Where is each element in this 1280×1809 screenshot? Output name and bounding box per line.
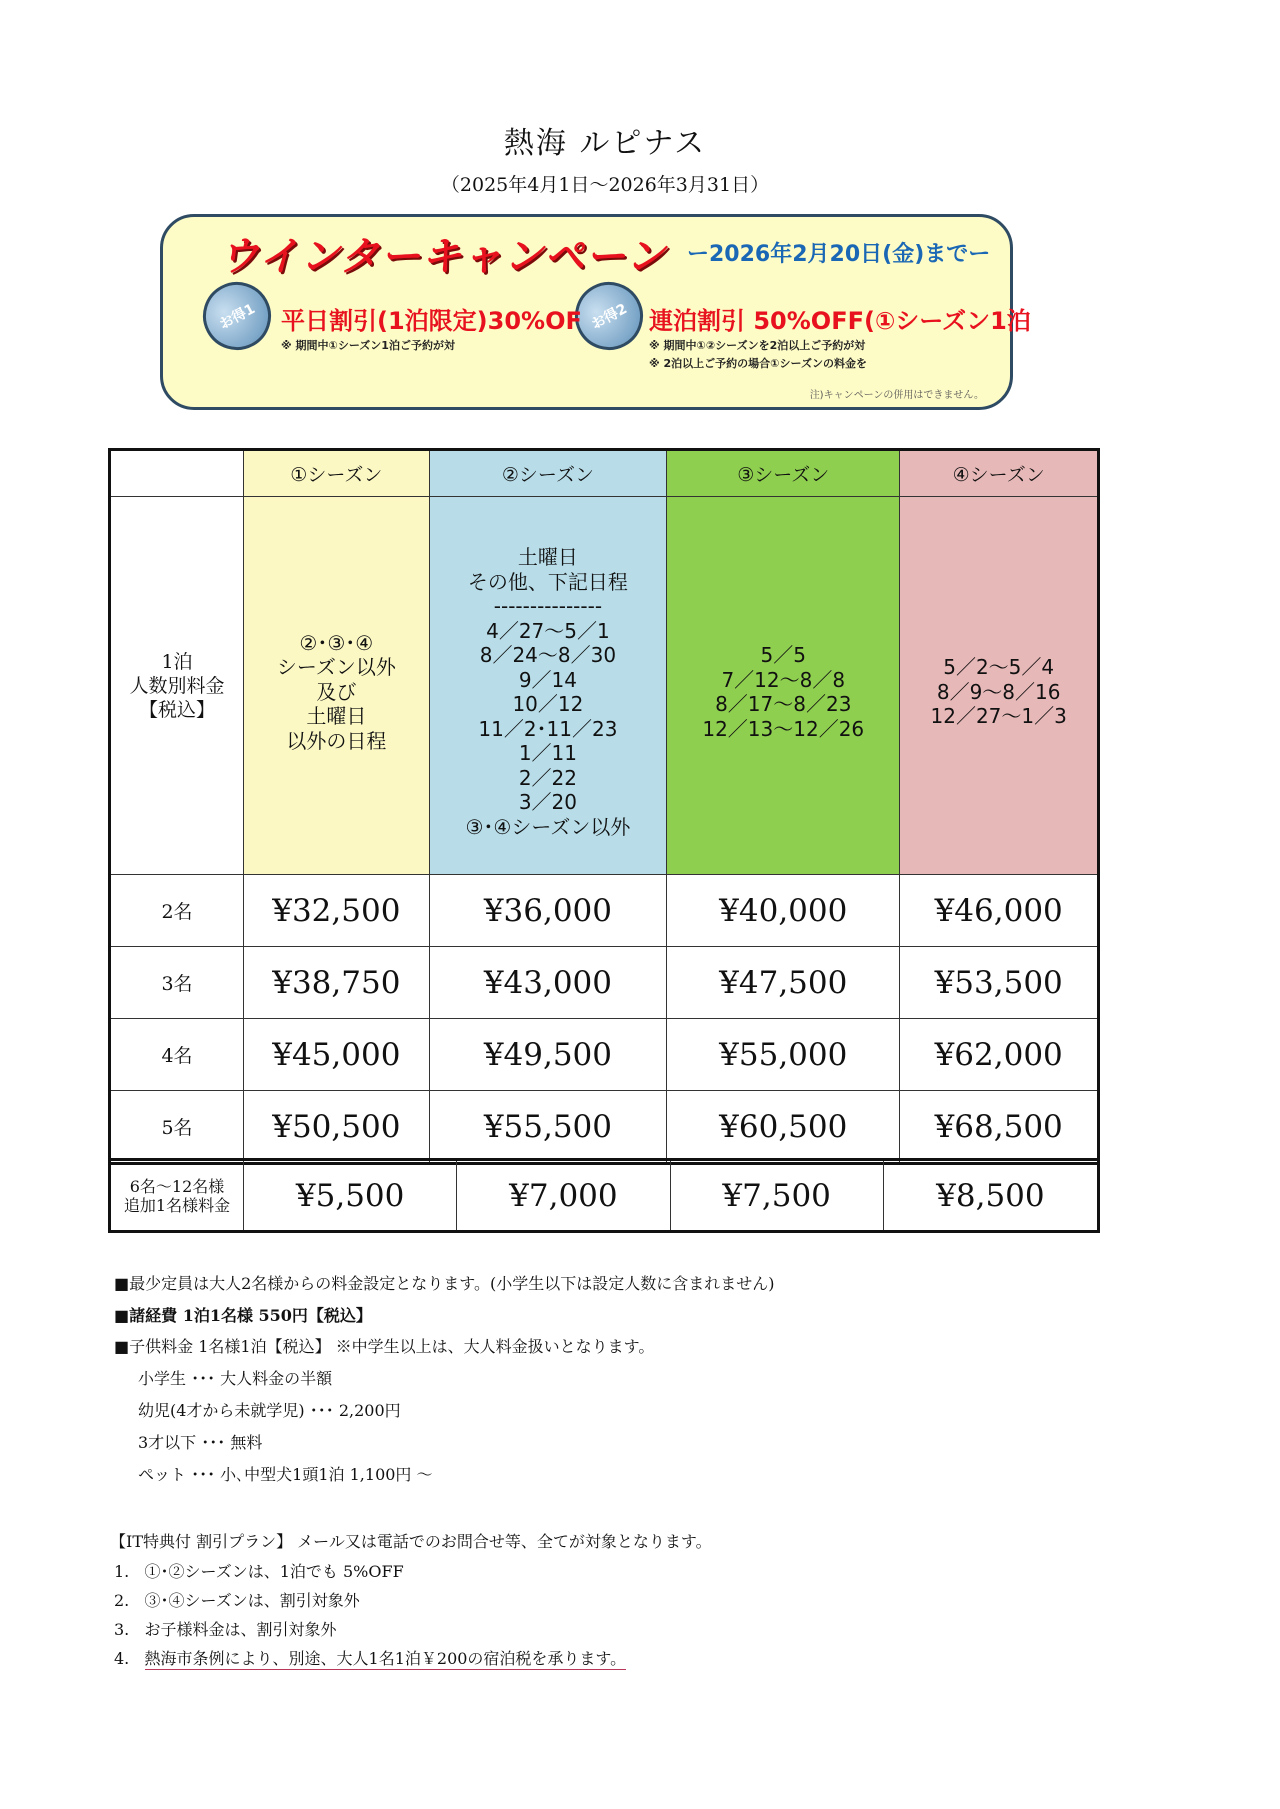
season-date-line: --------------- xyxy=(493,594,603,618)
price-cell: ¥40,000 xyxy=(667,875,900,947)
season-dates-4 xyxy=(900,497,1099,875)
it-item-4-text: 熱海市条例により、別途、大人1名1泊￥200の宿泊税を承ります。 xyxy=(144,1649,627,1668)
child-fee-elementary: 小学生 ･･･ 大人料金の半額 xyxy=(138,1369,333,1388)
it-item-3 xyxy=(114,1617,337,1640)
season-date-line: 5／2～5／4 xyxy=(943,655,1055,680)
season-date-line: 以外の日程 xyxy=(286,728,387,753)
season-date-line: 8／24～8／30 xyxy=(479,643,617,667)
season-dates-3 xyxy=(667,497,900,875)
additional-guest-row xyxy=(110,1160,1099,1232)
it-item-3-number: 3. xyxy=(114,1620,130,1639)
season-date-line: ②･③･④ xyxy=(299,630,374,655)
it-item-4 xyxy=(114,1646,626,1669)
price-cell: ¥62,000 xyxy=(900,1019,1099,1091)
campaign-banner xyxy=(160,214,1031,410)
season-date-line: 土曜日 xyxy=(517,545,578,569)
additional-guest-label-line2: 追加1名様料金 xyxy=(123,1195,231,1215)
price-cell: ¥55,000 xyxy=(667,1019,900,1091)
price-cell: ¥50,500 xyxy=(244,1091,430,1164)
season-date-line: 11／2･11／23 xyxy=(478,716,618,741)
note-child-fee: ■子供料金 1名様1泊【税込】 ※中学生以上は、大人料金扱いとなります。 xyxy=(114,1337,655,1356)
note-service-fee: ■諸経費 1泊1名様 550円【税込】 xyxy=(114,1306,372,1325)
season-date-line: 3／20 xyxy=(518,790,577,814)
campaign-title: ウインターキャンペーン xyxy=(219,234,667,280)
season-date-line: 8／9～8／16 xyxy=(936,679,1061,704)
season-date-line: 2／22 xyxy=(518,765,577,790)
additional-guest-label-line1: 6名～12名様 xyxy=(129,1176,225,1196)
benefit-badge-2: お得2 xyxy=(563,270,655,362)
it-plan-header: 【IT特典付 割引プラン】 メール又は電話でのお問合せ等、全てが対象となります。 xyxy=(110,1532,712,1551)
price-cell: ¥46,000 xyxy=(900,875,1099,947)
season-dates-row xyxy=(110,497,1099,875)
price-cell: ¥53,500 xyxy=(900,947,1099,1019)
price-cell: ¥36,000 xyxy=(429,875,667,947)
multi-night-discount-note-2: ※ 2泊以上ご予約の場合①シーズンの料金を xyxy=(649,357,867,370)
season-header-row xyxy=(110,450,1099,497)
it-item-1 xyxy=(114,1559,404,1582)
price-cell: ¥60,500 xyxy=(667,1091,900,1164)
it-item-2-number: 2. xyxy=(114,1591,130,1610)
child-fee-infant: 幼児(4才から未就学児) ･･･ 2,200円 xyxy=(138,1401,401,1420)
rate-table xyxy=(108,448,1100,1165)
season-header-1: ①シーズン xyxy=(244,450,430,497)
it-item-4-number: 4. xyxy=(114,1649,130,1668)
validity-period: （2025年4月1日～2026年3月31日） xyxy=(440,174,770,196)
season-date-line: 10／12 xyxy=(512,692,584,716)
it-item-3-text: お子様料金は、割引対象外 xyxy=(144,1620,337,1639)
season-header-2: ②シーズン xyxy=(429,450,667,497)
additional-price-cell: ¥5,500 xyxy=(244,1160,457,1232)
it-item-1-number: 1. xyxy=(114,1562,130,1581)
season-dates-1 xyxy=(244,497,430,875)
price-cell: ¥38,750 xyxy=(244,947,430,1019)
price-cell: ¥43,000 xyxy=(429,947,667,1019)
it-item-1-text: ①･②シーズンは、1泊でも 5%OFF xyxy=(144,1562,404,1581)
child-fee-under3: 3才以下 ･･･ 無料 xyxy=(138,1433,263,1452)
season-date-line: 7／12～8／8 xyxy=(721,667,846,692)
it-item-2 xyxy=(114,1588,360,1611)
price-cell: ¥68,500 xyxy=(900,1091,1099,1164)
season-date-line: ③･④シーズン以外 xyxy=(465,814,631,839)
corner-cell xyxy=(110,450,244,497)
additional-guest-table xyxy=(108,1158,1100,1233)
price-row-2 xyxy=(110,875,1099,947)
price-cell: ¥32,500 xyxy=(244,875,430,947)
weekday-discount-title: 平日割引(1泊限定)30%OF xyxy=(281,307,582,335)
guest-count-label: 2名 xyxy=(110,875,244,947)
season-date-line: 土曜日 xyxy=(306,704,367,729)
season-header-4: ④シーズン xyxy=(900,450,1099,497)
season-dates-2 xyxy=(429,497,667,875)
price-row-4 xyxy=(110,1019,1099,1091)
season-date-line: シーズン以外 xyxy=(276,655,396,680)
price-cell: ¥49,500 xyxy=(429,1019,667,1091)
season-date-line: 1／11 xyxy=(518,741,577,765)
guest-count-label: 3名 xyxy=(110,947,244,1019)
multi-night-discount-note-1: ※ 期間中①②シーズンを2泊以上ご予約が対 xyxy=(649,339,866,352)
rate-label-cell: 1泊 人数別料金 【税込】 xyxy=(110,497,244,875)
campaign-caveat: 注)キャンペーンの併用はできません。 xyxy=(809,390,984,401)
price-cell: ¥55,500 xyxy=(429,1091,667,1164)
season-header-3: ③シーズン xyxy=(667,450,900,497)
pet-fee: ペット ･･･ 小､中型犬1頭1泊 1,100円 ～ xyxy=(138,1465,433,1484)
season-date-line: 12／13～12／26 xyxy=(702,716,865,741)
season-date-line: 5／5 xyxy=(760,643,806,667)
price-row-3 xyxy=(110,947,1099,1019)
season-date-line: 12／27～1／3 xyxy=(930,704,1067,729)
benefit-badge-1: お得1 xyxy=(191,270,283,362)
season-date-line: その他、下記日程 xyxy=(467,569,628,594)
price-row-5 xyxy=(110,1091,1099,1164)
season-date-line: 9／14 xyxy=(518,667,577,692)
note-min-occupancy: ■最少定員は大人2名様からの料金設定となります。(小学生以下は設定人数に含まれません) xyxy=(114,1274,775,1293)
additional-price-cell: ¥7,000 xyxy=(457,1160,670,1232)
season-date-line: 8／17～8／23 xyxy=(715,692,852,716)
season-date-line: 4／27～5／1 xyxy=(486,618,610,643)
price-cell: ¥45,000 xyxy=(244,1019,430,1091)
price-cell: ¥47,500 xyxy=(667,947,900,1019)
guest-count-label: 5名 xyxy=(110,1091,244,1164)
weekday-discount-note: ※ 期間中①シーズン1泊ご予約が対 xyxy=(281,339,455,352)
season-date-line: 及び xyxy=(316,679,357,704)
additional-price-cell: ¥7,500 xyxy=(670,1160,883,1232)
additional-guest-label xyxy=(110,1160,244,1232)
multi-night-discount-title: 連泊割引 50%OFF(①シーズン1泊 xyxy=(649,307,1031,335)
it-item-2-text: ③･④シーズンは、割引対象外 xyxy=(144,1591,360,1610)
page-title: 熱海 ルピナス xyxy=(503,126,707,161)
additional-price-cell: ¥8,500 xyxy=(883,1160,1098,1232)
campaign-deadline: ー2026年2月20日(金)までー xyxy=(687,242,991,267)
guest-count-label: 4名 xyxy=(110,1019,244,1091)
